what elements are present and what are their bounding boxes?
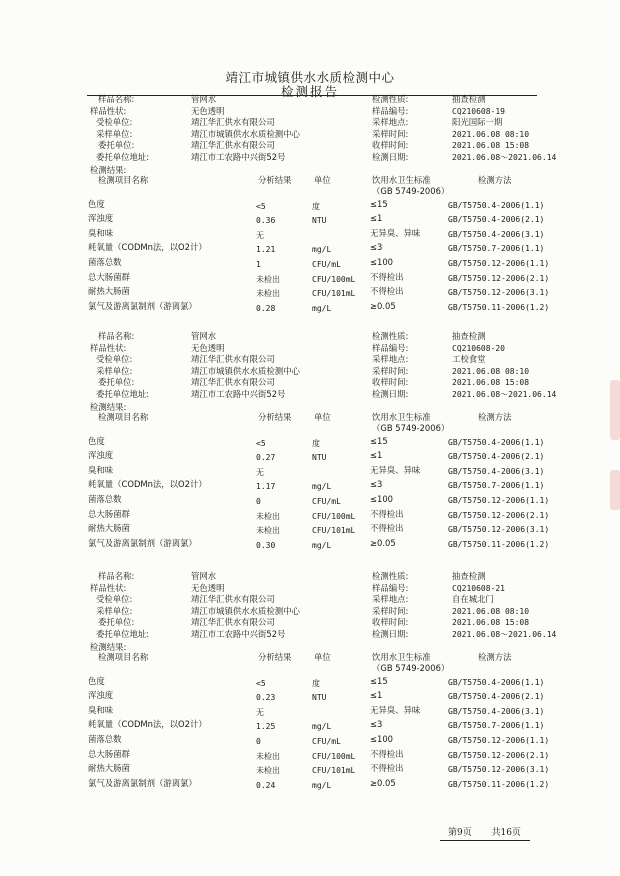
row-item: 耐热大肠菌 bbox=[88, 523, 130, 534]
row-standard: ≥0.05 bbox=[370, 537, 396, 548]
row-method: GB/T5750.4-2006(2.1) bbox=[448, 692, 545, 702]
row-standard: 不得检出 bbox=[370, 748, 404, 759]
field-label: 检测日期: bbox=[372, 152, 409, 162]
row-result: 未检出 bbox=[256, 511, 280, 521]
row-unit: mg/L bbox=[312, 245, 332, 255]
field-label: 检测日期: bbox=[372, 389, 409, 399]
row-item: 氯气及游离氯制剂（游离氯） bbox=[88, 300, 197, 311]
row-method: GB/T5750.7-2006(1.1) bbox=[448, 721, 545, 731]
report-title: 靖江市城镇供水水质检测中心 bbox=[225, 70, 395, 85]
row-result: 未检出 bbox=[256, 289, 280, 299]
row-standard: 无异臭、异味 bbox=[370, 464, 421, 475]
row-item: 总大肠菌群 bbox=[88, 748, 130, 759]
field-value: 靖江市工农路中兴街52号 bbox=[191, 152, 286, 162]
row-item: 耗氧量（CODMn法，以O2计） bbox=[88, 479, 207, 490]
row-unit: NTU bbox=[312, 453, 327, 463]
row-method: GB/T5750.4-2006(1.1) bbox=[448, 677, 545, 687]
row-unit: NTU bbox=[312, 693, 327, 703]
row-unit: CFU/101mL bbox=[312, 289, 356, 299]
row-item: 总大肠菌群 bbox=[88, 508, 130, 519]
column-header-result: 分析结果 bbox=[258, 651, 292, 662]
row-standard: 无异臭、异味 bbox=[370, 227, 421, 238]
field-label: 样品性状: bbox=[90, 342, 127, 353]
row-method: GB/T5750.12-2006(1.1) bbox=[448, 496, 550, 505]
field-label: 检测性质: bbox=[372, 331, 409, 341]
field-label: 采样地点: bbox=[372, 117, 409, 128]
row-unit: CFU/mL bbox=[312, 497, 341, 506]
field-value: 2021.06.08 15:08 bbox=[452, 378, 530, 388]
row-standard: ≤1 bbox=[370, 690, 383, 701]
field-label: 委托单位: bbox=[98, 140, 135, 151]
row-result: 无 bbox=[256, 230, 264, 240]
field-value: 抽查检测 bbox=[452, 331, 486, 341]
row-unit: CFU/mL bbox=[312, 737, 341, 746]
row-result: 未检出 bbox=[256, 751, 280, 761]
row-result: 1 bbox=[256, 260, 261, 269]
results-heading: 检测结果: bbox=[90, 164, 127, 175]
results-heading: 检测结果: bbox=[90, 641, 127, 652]
row-method: GB/T5750.7-2006(1.1) bbox=[448, 244, 545, 254]
field-value: 2021.06.08 08:10 bbox=[452, 606, 530, 616]
column-header-standard-code: （GB 5749-2006） bbox=[372, 422, 450, 433]
row-standard: 不得检出 bbox=[370, 523, 404, 534]
column-header-standard-code: （GB 5749-2006） bbox=[372, 185, 450, 196]
field-label: 样品编号: bbox=[372, 582, 409, 593]
row-result: 0.28 bbox=[256, 303, 276, 313]
row-item: 色度 bbox=[88, 198, 105, 209]
column-header-method: 检测方法 bbox=[478, 651, 512, 662]
column-header-method: 检测方法 bbox=[478, 411, 512, 422]
page-footer bbox=[448, 825, 521, 838]
row-item: 菌落总数 bbox=[88, 494, 122, 504]
row-result: 无 bbox=[256, 707, 264, 717]
field-value: CQ210608-21 bbox=[452, 583, 505, 593]
column-header-item: 检测项目名称 bbox=[98, 174, 149, 185]
field-value: 阳光国际一期 bbox=[452, 117, 503, 128]
field-value: 靖江市城镇供水水质检测中心 bbox=[191, 605, 300, 616]
field-label: 收样时间: bbox=[372, 140, 409, 151]
row-result: <5 bbox=[256, 678, 266, 688]
field-label: 样品性状: bbox=[90, 105, 127, 116]
field-label: 采样时间: bbox=[372, 365, 409, 376]
field-value: 靖江市城镇供水水质检测中心 bbox=[191, 128, 300, 139]
row-item: 臭和味 bbox=[88, 704, 114, 715]
field-value: 无色透明 bbox=[191, 582, 225, 593]
field-value: CQ210608-20 bbox=[452, 343, 505, 353]
field-label: 委托单位地址: bbox=[96, 389, 150, 399]
row-standard: 不得检出 bbox=[370, 286, 404, 297]
column-header-result: 分析结果 bbox=[258, 174, 292, 185]
field-value: 管网水 bbox=[191, 94, 217, 104]
row-method: GB/T5750.4-2006(3.1) bbox=[448, 706, 545, 716]
row-method: GB/T5750.12-2006(3.1) bbox=[448, 765, 550, 775]
row-method: GB/T5750.4-2006(2.1) bbox=[448, 452, 545, 462]
field-value: 管网水 bbox=[191, 571, 217, 581]
field-value: 靖江华汇供水有限公司 bbox=[191, 377, 275, 388]
field-value: 2021.06.08 15:08 bbox=[452, 618, 530, 628]
red-seal-edge-2 bbox=[610, 470, 620, 510]
field-value: 无色透明 bbox=[191, 342, 225, 353]
field-value: 自在城北门 bbox=[452, 594, 494, 605]
field-value: 靖江华汇供水有限公司 bbox=[191, 354, 275, 365]
row-standard: ≤1 bbox=[370, 213, 383, 224]
field-value: CQ210608-19 bbox=[452, 106, 505, 116]
column-header-item: 检测项目名称 bbox=[98, 651, 149, 662]
field-label: 检测日期: bbox=[372, 629, 409, 639]
row-unit: CFU/101mL bbox=[312, 526, 356, 536]
field-label: 采样时间: bbox=[372, 128, 409, 139]
row-standard: ≤15 bbox=[370, 435, 388, 446]
field-value: 工校食堂 bbox=[452, 354, 486, 365]
column-header-unit: 单位 bbox=[314, 651, 331, 662]
row-item: 色度 bbox=[88, 435, 105, 446]
row-method: GB/T5750.12-2006(2.1) bbox=[448, 750, 550, 760]
row-standard: ≤100 bbox=[370, 257, 394, 267]
row-result: 未检出 bbox=[256, 274, 280, 284]
row-result: 0.23 bbox=[256, 693, 276, 703]
row-item: 浑浊度 bbox=[88, 213, 114, 224]
field-value: 靖江市城镇供水水质检测中心 bbox=[191, 365, 300, 376]
row-method: GB/T5750.12-2006(1.1) bbox=[448, 736, 550, 745]
column-header-unit: 单位 bbox=[314, 411, 331, 422]
row-item: 菌落总数 bbox=[88, 734, 122, 744]
row-result: 0 bbox=[256, 737, 261, 746]
field-value: 抽查检测 bbox=[452, 94, 486, 104]
field-value: 靖江市工农路中兴街52号 bbox=[191, 389, 286, 399]
row-result: 0.27 bbox=[256, 453, 276, 463]
row-method: GB/T5750.11-2006(1.2) bbox=[448, 779, 550, 789]
row-unit: 度 bbox=[312, 201, 320, 211]
row-unit: mg/L bbox=[312, 540, 332, 550]
row-item: 氯气及游离氯制剂（游离氯） bbox=[88, 537, 197, 548]
row-unit: mg/L bbox=[312, 722, 332, 732]
row-standard: ≤3 bbox=[370, 479, 383, 490]
row-result: 0.24 bbox=[256, 780, 276, 790]
row-unit: 度 bbox=[312, 438, 320, 448]
row-item: 氯气及游离氯制剂（游离氯） bbox=[88, 777, 197, 788]
field-label: 采样地点: bbox=[372, 354, 409, 365]
row-item: 耐热大肠菌 bbox=[88, 763, 130, 774]
field-value: 2021.06.08～2021.06.14 bbox=[452, 630, 557, 639]
red-seal-edge bbox=[610, 380, 620, 440]
results-heading: 检测结果: bbox=[90, 401, 127, 412]
row-result: 未检出 bbox=[256, 766, 280, 776]
field-label: 检测性质: bbox=[372, 94, 409, 104]
field-value: 靖江华汇供水有限公司 bbox=[191, 594, 275, 605]
page-number: 第9页 bbox=[448, 828, 472, 838]
column-header-standard: 饮用水卫生标准 bbox=[372, 174, 431, 185]
row-result: 0.36 bbox=[256, 216, 276, 226]
row-unit: CFU/100mL bbox=[312, 511, 356, 521]
field-label: 受检单位: bbox=[96, 354, 133, 365]
row-result: 无 bbox=[256, 467, 264, 477]
row-standard: 不得检出 bbox=[370, 508, 404, 519]
field-value: 2021.06.08 08:10 bbox=[452, 129, 530, 139]
field-label: 样品名称: bbox=[98, 571, 135, 581]
field-label: 检测性质: bbox=[372, 571, 409, 581]
row-result: 未检出 bbox=[256, 526, 280, 536]
row-item: 臭和味 bbox=[88, 227, 114, 238]
field-value: 管网水 bbox=[191, 331, 217, 341]
field-value: 2021.06.08 08:10 bbox=[452, 366, 530, 376]
field-value: 靖江市工农路中兴街52号 bbox=[191, 629, 286, 639]
field-label: 收样时间: bbox=[372, 617, 409, 628]
row-result: <5 bbox=[256, 438, 266, 448]
row-standard: ≤15 bbox=[370, 198, 388, 209]
row-unit: 度 bbox=[312, 678, 320, 688]
field-label: 采样时间: bbox=[372, 605, 409, 616]
column-header-method: 检测方法 bbox=[478, 174, 512, 185]
field-label: 委托单位地址: bbox=[96, 152, 150, 162]
row-method: GB/T5750.4-2006(3.1) bbox=[448, 466, 545, 476]
row-standard: ≤100 bbox=[370, 734, 394, 744]
row-standard: ≤15 bbox=[370, 675, 388, 686]
field-label: 样品编号: bbox=[372, 342, 409, 353]
row-method: GB/T5750.12-2006(2.1) bbox=[448, 273, 550, 283]
column-header-item: 检测项目名称 bbox=[98, 411, 149, 422]
row-item: 浑浊度 bbox=[88, 690, 114, 701]
row-standard: ≤1 bbox=[370, 450, 383, 461]
row-standard: ≥0.05 bbox=[370, 300, 396, 311]
row-unit: CFU/mL bbox=[312, 260, 341, 269]
field-label: 受检单位: bbox=[96, 594, 133, 605]
field-label: 采样单位: bbox=[96, 128, 133, 139]
field-value: 靖江华汇供水有限公司 bbox=[191, 140, 275, 151]
row-unit: NTU bbox=[312, 216, 327, 226]
row-standard: 无异臭、异味 bbox=[370, 704, 421, 715]
row-standard: ≥0.05 bbox=[370, 777, 396, 788]
column-header-result: 分析结果 bbox=[258, 411, 292, 422]
row-result: 1.21 bbox=[256, 245, 276, 255]
field-label: 采样单位: bbox=[96, 365, 133, 376]
row-standard: 不得检出 bbox=[370, 763, 404, 774]
column-header-standard-code: （GB 5749-2006） bbox=[372, 662, 450, 673]
field-value: 靖江华汇供水有限公司 bbox=[191, 617, 275, 628]
field-label: 委托单位: bbox=[98, 617, 135, 628]
row-method: GB/T5750.12-2006(2.1) bbox=[448, 510, 550, 520]
row-unit: CFU/100mL bbox=[312, 751, 356, 761]
row-method: GB/T5750.12-2006(1.1) bbox=[448, 259, 550, 268]
row-item: 菌落总数 bbox=[88, 257, 122, 267]
row-item: 耗氧量（CODMn法，以O2计） bbox=[88, 719, 207, 730]
page-total: 共16页 bbox=[491, 828, 521, 838]
row-item: 臭和味 bbox=[88, 464, 114, 475]
field-label: 样品名称: bbox=[98, 331, 135, 341]
field-label: 委托单位地址: bbox=[96, 629, 150, 639]
row-result: 1.25 bbox=[256, 722, 276, 732]
field-label: 样品编号: bbox=[372, 105, 409, 116]
row-unit: CFU/100mL bbox=[312, 274, 356, 284]
row-standard: ≤100 bbox=[370, 494, 394, 504]
field-value: 2021.06.08 15:08 bbox=[452, 141, 530, 151]
footer-underline bbox=[440, 840, 530, 841]
row-result: 0.30 bbox=[256, 540, 276, 550]
field-label: 收样时间: bbox=[372, 377, 409, 388]
column-header-standard: 饮用水卫生标准 bbox=[372, 651, 431, 662]
field-label: 采样单位: bbox=[96, 605, 133, 616]
row-result: 0 bbox=[256, 497, 261, 506]
row-method: GB/T5750.4-2006(1.1) bbox=[448, 437, 545, 447]
column-header-unit: 单位 bbox=[314, 174, 331, 185]
row-item: 总大肠菌群 bbox=[88, 271, 130, 282]
field-value: 2021.06.08～2021.06.14 bbox=[452, 390, 557, 399]
row-standard: 不得检出 bbox=[370, 271, 404, 282]
row-unit: mg/L bbox=[312, 482, 332, 492]
row-item: 耐热大肠菌 bbox=[88, 286, 130, 297]
row-item: 耗氧量（CODMn法，以O2计） bbox=[88, 242, 207, 253]
row-item: 色度 bbox=[88, 675, 105, 686]
row-unit: mg/L bbox=[312, 780, 332, 790]
row-standard: ≤3 bbox=[370, 242, 383, 253]
row-method: GB/T5750.11-2006(1.2) bbox=[448, 302, 550, 312]
field-value: 抽查检测 bbox=[452, 571, 486, 581]
row-method: GB/T5750.12-2006(3.1) bbox=[448, 525, 550, 535]
row-method: GB/T5750.7-2006(1.1) bbox=[448, 481, 545, 491]
field-value: 2021.06.08～2021.06.14 bbox=[452, 153, 557, 162]
field-label: 委托单位: bbox=[98, 377, 135, 388]
row-method: GB/T5750.4-2006(2.1) bbox=[448, 215, 545, 225]
field-label: 样品性状: bbox=[90, 582, 127, 593]
row-unit: mg/L bbox=[312, 303, 332, 313]
row-method: GB/T5750.4-2006(1.1) bbox=[448, 200, 545, 210]
field-label: 受检单位: bbox=[96, 117, 133, 128]
column-header-standard: 饮用水卫生标准 bbox=[372, 411, 431, 422]
field-value: 无色透明 bbox=[191, 105, 225, 116]
row-method: GB/T5750.4-2006(3.1) bbox=[448, 229, 545, 239]
report-subtitle: 检测报告 bbox=[280, 84, 339, 99]
field-label: 样品名称: bbox=[98, 94, 135, 104]
row-result: <5 bbox=[256, 201, 266, 211]
row-method: GB/T5750.11-2006(1.2) bbox=[448, 539, 550, 549]
row-result: 1.17 bbox=[256, 482, 276, 492]
row-method: GB/T5750.12-2006(3.1) bbox=[448, 288, 550, 298]
row-item: 浑浊度 bbox=[88, 450, 114, 461]
row-unit: CFU/101mL bbox=[312, 766, 356, 776]
row-standard: ≤3 bbox=[370, 719, 383, 730]
field-value: 靖江华汇供水有限公司 bbox=[191, 117, 275, 128]
field-label: 采样地点: bbox=[372, 594, 409, 605]
